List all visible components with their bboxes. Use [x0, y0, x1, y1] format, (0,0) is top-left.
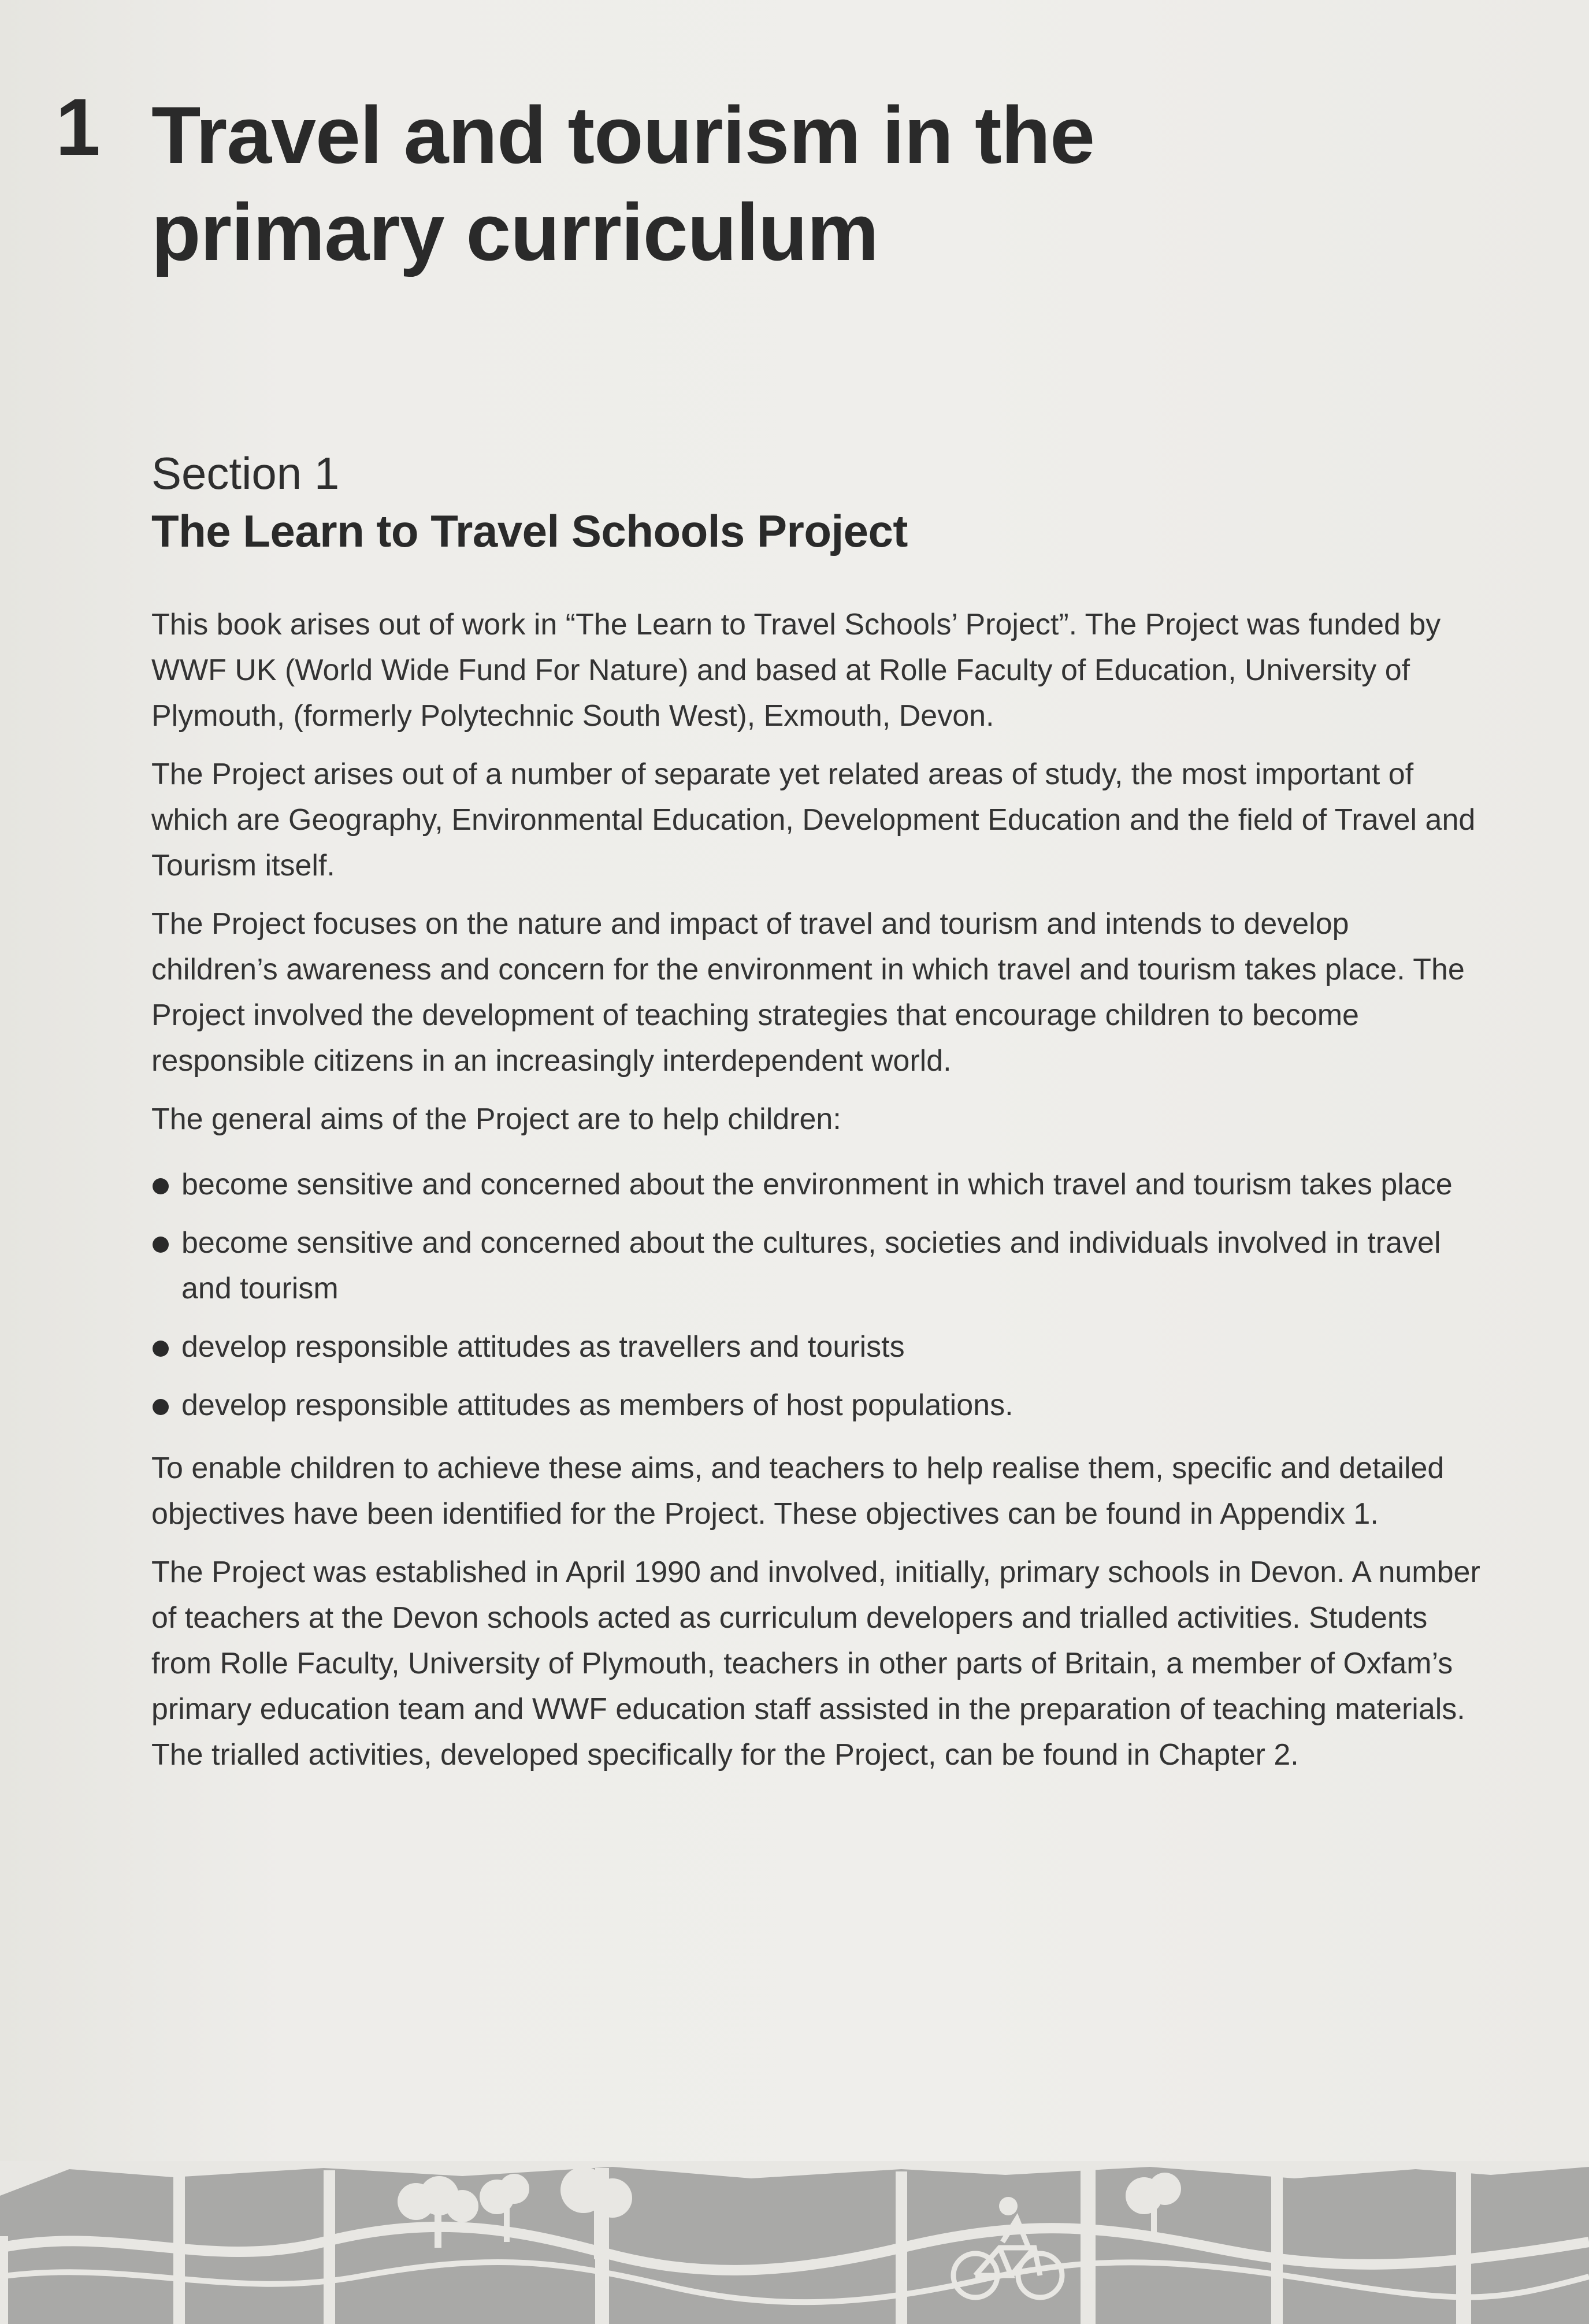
paragraph: The Project was established in April 1990 and involved, initially, primary schools in Devon. A number of teachers at the Devon schools acted as curriculum developers and trialled activities. Students from Rolle Faculty, University of Plymouth, teachers in other parts of Britain, a member of Oxfam’s primary education team and WWF education staff assisted in the preparation of teaching materials. The trialled activities, developed specifically for the Project, can be found in Chapter 2.: [151, 1555, 1480, 1772]
aims-list-item: develop responsible attitudes as travellers and tourists: [151, 1324, 1480, 1370]
paragraph: To enable children to achieve these aims, and teachers to help realise them, specific and detailed objectives have been identified for the Project. These objectives can be found in Appendix 1.: [151, 1451, 1445, 1531]
decorative-footer-strip: [0, 2161, 1589, 2324]
body-text: [151, 602, 1480, 1791]
section-title: The Learn to Travel Schools Project: [151, 506, 908, 556]
aims-list-item: develop responsible attitudes as members of host populations.: [151, 1383, 1480, 1428]
cyclist-head: [999, 2197, 1018, 2215]
chapter-number: 1: [55, 81, 101, 172]
chapter-title: Travel and tourism in the primary curriculum: [151, 90, 1095, 277]
paragraph: The Project arises out of a number of separate yet related areas of study, the most important of which are Geography, Environmental Education, Development Education and the field of Travel and Tourism itself.: [151, 758, 1476, 882]
aims-list-item: become sensitive and concerned about the cultures, societies and individuals involved in travel and tourism: [151, 1220, 1480, 1312]
aims-list: [151, 1162, 1480, 1428]
aims-list-item: become sensitive and concerned about the environment in which travel and tourism takes place: [151, 1162, 1480, 1208]
paragraph: This book arises out of work in “The Learn to Travel Schools’ Project”. The Project was funded by WWF UK (World Wide Fund For Nature) and based at Rolle Faculty of Education, University of Plymouth, (formerly Polytechnic South West), Exmouth, Devon.: [151, 608, 1441, 733]
paragraph: The Project focuses on the nature and impact of travel and tourism and intends to develop children’s awareness and concern for the environment in which travel and tourism takes place. The Project involved the development of teaching strategies that encourage children to become responsible citizens in an increasingly interdependent world.: [151, 907, 1465, 1078]
section-label: Section 1: [151, 448, 340, 499]
paragraph: The general aims of the Project are to help children:: [151, 1102, 841, 1136]
